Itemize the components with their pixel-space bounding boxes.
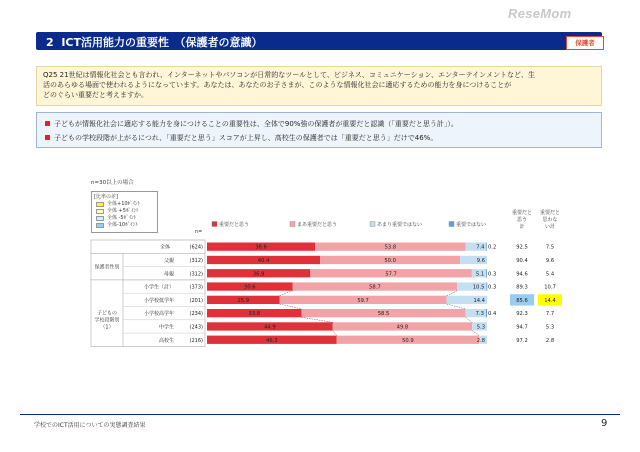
sum-header-label: 重要だと (511, 210, 533, 216)
sum-header-label: 重要だと (539, 210, 561, 216)
data-label: 9.6 (476, 257, 485, 264)
series-legend-swatch (290, 222, 295, 227)
series-legend-label: 重要だと思う (219, 222, 250, 228)
sum-value: 94.6 (516, 271, 528, 278)
question-line: Q25 21世紀は情報化社会とも言われ、インターネットやパソコンが日常的なツールとして、ビジネス、コミュニケーション、エンターテインメントなど、生 (43, 71, 535, 79)
sum-value: 5.4 (545, 271, 555, 278)
data-label: 14.4 (473, 297, 485, 304)
sum-value: 90.4 (516, 257, 528, 264)
data-label: 33.8 (248, 311, 261, 318)
question-line: どのぐらい重要だと考えますか。 (43, 91, 148, 99)
data-label: 7.4 (476, 244, 485, 251)
sum-header-label: い計 (544, 224, 556, 230)
n-value-label: (624) (189, 244, 203, 251)
sum-value: 89.3 (516, 284, 528, 291)
data-label: 53.8 (384, 244, 397, 251)
sum-value: 92.3 (516, 311, 528, 318)
series-legend-label: まあ重要だと思う (297, 222, 338, 228)
legend-label: 全体 -5ﾎﾟｲﾝﾄ (107, 215, 137, 221)
category-label: 小学校低学年 (143, 297, 174, 304)
trend-connector (447, 291, 457, 296)
finding-text: 子どもの学校段階が上がるにつれ、「重要だと思う」スコアが上昇し、高校生の保護者では「重要だと思う」だけで46%。 (54, 134, 438, 142)
series-legend-label: あまり重要ではない (377, 222, 423, 228)
legend-label: 全体 +5ﾎﾟｲﾝﾄ (107, 208, 139, 214)
series-legend-swatch (212, 222, 217, 227)
data-label: 5.1 (475, 271, 485, 278)
n-column-header: n= (195, 229, 203, 235)
data-label: 58.7 (369, 284, 381, 291)
sum-value: 97.2 (516, 337, 528, 344)
data-label: 40.4 (257, 257, 270, 264)
data-label: 0.3 (488, 284, 497, 291)
category-label: 母親 (163, 271, 174, 278)
trend-connector (333, 331, 337, 336)
n-value-label: (312) (189, 271, 203, 278)
data-label: 7.3 (475, 311, 484, 318)
data-label: 36.9 (252, 271, 265, 278)
data-label: 0.2 (488, 244, 497, 251)
sum-value: 14.4 (544, 297, 556, 304)
data-label: 46.3 (266, 337, 278, 344)
category-label: 父親 (163, 257, 174, 264)
respondent-tag: 保護者 (566, 36, 604, 50)
question-line: 活のあらゆる場面で使われるようになっています。あなたは、あなたのお子さまが、このような情報化社会に適応するための能力を身につけることが (43, 81, 512, 89)
data-label: 5.3 (476, 324, 485, 331)
n-value-label: (216) (189, 337, 203, 344)
n-value-label: (201) (189, 297, 203, 304)
data-label: 0.4 (488, 311, 497, 318)
data-label: 10.5 (472, 284, 485, 291)
trend-connector (472, 331, 479, 336)
trend-connector (302, 317, 333, 322)
data-label: 57.7 (385, 271, 397, 278)
section-number: 2 (46, 36, 54, 49)
n-value-label: (312) (189, 257, 203, 264)
group-label: 保護者性別 (94, 264, 120, 271)
bar-segment (486, 269, 487, 277)
data-label: 58.5 (377, 311, 390, 318)
sample-note: n=30以上の場合 (91, 180, 134, 186)
data-label: 59.7 (357, 297, 369, 304)
trend-connector (465, 317, 472, 322)
category-label: 全体 (159, 244, 170, 251)
data-label: 50.0 (384, 257, 396, 264)
data-label: 44.9 (264, 324, 276, 331)
series-legend-label: 重要ではない (456, 222, 487, 228)
bar-segment (486, 309, 487, 317)
sum-value: 85.6 (516, 297, 528, 304)
group-label: 子どもの (96, 310, 118, 317)
series-legend-swatch (449, 222, 454, 227)
n-value-label: (373) (189, 284, 203, 291)
sum-header-label: 思う (516, 217, 528, 223)
data-label: 38.6 (255, 244, 267, 251)
finding-text: 子どもが情報化社会に適応する能力を身につけることの重要性は、全体で90%強の保護者が重要だと認識（「重要だと思う計」）。 (54, 120, 458, 128)
legend-label: 全体-10ﾎﾟｲﾝﾄ (107, 222, 138, 228)
data-label: 0.3 (488, 271, 497, 278)
sum-value: 7.7 (545, 311, 555, 318)
n-value-label: (234) (189, 311, 203, 318)
group-label: （1） (100, 324, 114, 331)
series-legend-swatch (370, 222, 375, 227)
legend-title: [比率の差] (94, 194, 118, 200)
data-label: 2.8 (476, 337, 485, 344)
sum-value: 10.7 (544, 284, 556, 291)
category-label: 小学校高学年 (143, 311, 174, 318)
footer-divider (20, 414, 620, 415)
data-label: 25.9 (237, 297, 250, 304)
sum-header-label: 思わな (542, 217, 558, 223)
sum-value: 2.8 (545, 337, 555, 344)
section-title-text: ICT活用能力の重要性 （保護者の意識） (61, 36, 263, 49)
sum-value: 5.3 (545, 324, 555, 331)
category-label: 中学生 (158, 324, 174, 331)
category-label: 小学生（計） (143, 284, 174, 291)
sum-value: 9.6 (545, 257, 555, 264)
n-value-label: (243) (189, 324, 203, 331)
trend-connector (447, 304, 466, 309)
trend-connector (280, 304, 302, 309)
trend-connector (280, 291, 293, 296)
footer-text: 学校でのICT活用についての実態調査結果 (34, 422, 146, 429)
sum-value: 7.5 (545, 244, 555, 251)
category-label: 高校生 (158, 337, 174, 344)
group-label: 学校段階別 (94, 317, 120, 324)
data-label: 50.9 (402, 337, 414, 344)
site-watermark: ReseMom (508, 6, 572, 21)
data-label: 49.8 (396, 324, 409, 331)
bar-segment (486, 243, 487, 251)
sum-value: 94.7 (516, 324, 528, 331)
data-label: 30.6 (244, 284, 256, 291)
sum-header-label: 計 (519, 224, 525, 230)
sum-value: 92.5 (516, 244, 528, 251)
page-number: 9 (601, 418, 608, 429)
legend-label: 全体+10ﾎﾟｲﾝﾄ (107, 201, 141, 207)
